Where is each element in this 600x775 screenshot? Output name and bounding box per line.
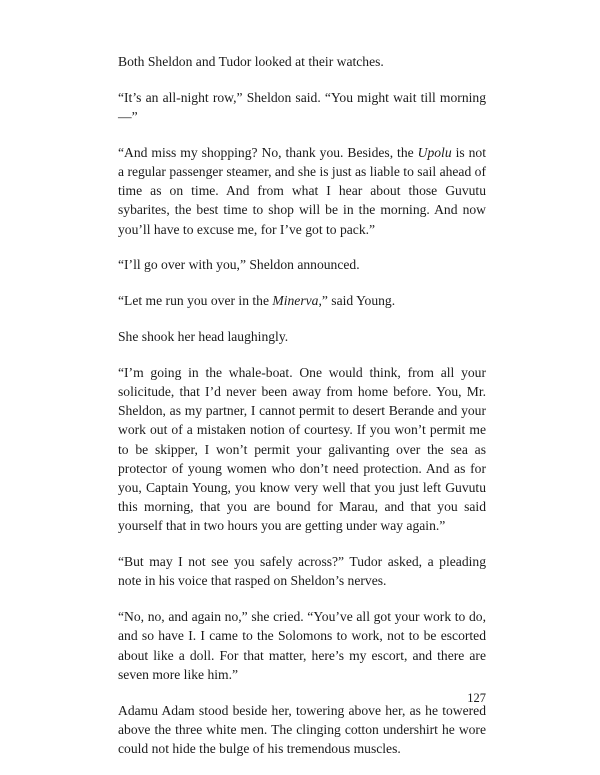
text-segment: She shook her head laughingly. [118,329,289,344]
text-segment: “Let me run you over in the [118,293,273,309]
paragraph [118,88,486,126]
paragraph [118,143,486,239]
text-segment: “But may I not see you safely across?” Tudor asked, a pleading note in his voice that rasped on Sheldon’s nerves. [118,554,486,589]
page-body-text [118,52,486,775]
italic-text: Upolu [417,144,452,160]
text-segment: “It’s an all-night row,” Sheldon said. “You might wait till morning—” [118,89,486,124]
text-segment: “No, no, and again no,” she cried. “You’ve all got your work to do, and so have I. I came to the Solomons to work, not to be escorted about like a doll. For that matter, here’s my escort, and there are seven more like him.” [118,609,486,682]
page-number: 127 [467,691,486,705]
text-segment: “And miss my shopping? No, thank you. Besides, the [118,144,418,160]
paragraph [118,363,486,536]
paragraph [118,291,486,310]
text-segment: ,” said Young. [318,293,396,309]
text-segment: is not a regular passenger steamer, and she is just as liable to sail ahead of time as on time. And from what I hear about those Guvutu sybarites, the best time to shop will be in the morning. And now you’ll have to excuse me, for I’ve got to pack.” [118,144,486,237]
text-segment: Adamu Adam stood beside her, towering above her, as he towered above the three white men. The clinging cotton undershirt he wore could not hide the bulge of his tremendous muscles. [118,702,486,757]
paragraph [118,255,486,274]
italic-text: Minerva [272,293,319,309]
paragraph [118,52,486,71]
text-segment: Both Sheldon and Tudor looked at their watches. [118,54,384,69]
text-segment: “I’m going in the whale-boat. One would think, from all your solicitude, that I’d never been away from home before. You, Mr. Sheldon, as my partner, I cannot permit to desert Berande and your work out of a mistaken notion of courtesy. If you won’t permit me to be skipper, I won’t permit your galivanting over the sea as protector of young women who don’t need protection. And as for you, Captain Young, you know very well that you just left Guvutu this morning, that you are bound for Marau, and that you said yourself that in two hours you are getting under way again.” [118,364,486,534]
paragraph [118,552,486,590]
paragraph [118,327,486,346]
paragraph [118,607,486,684]
text-segment: “I’ll go over with you,” Sheldon announced. [118,257,360,273]
